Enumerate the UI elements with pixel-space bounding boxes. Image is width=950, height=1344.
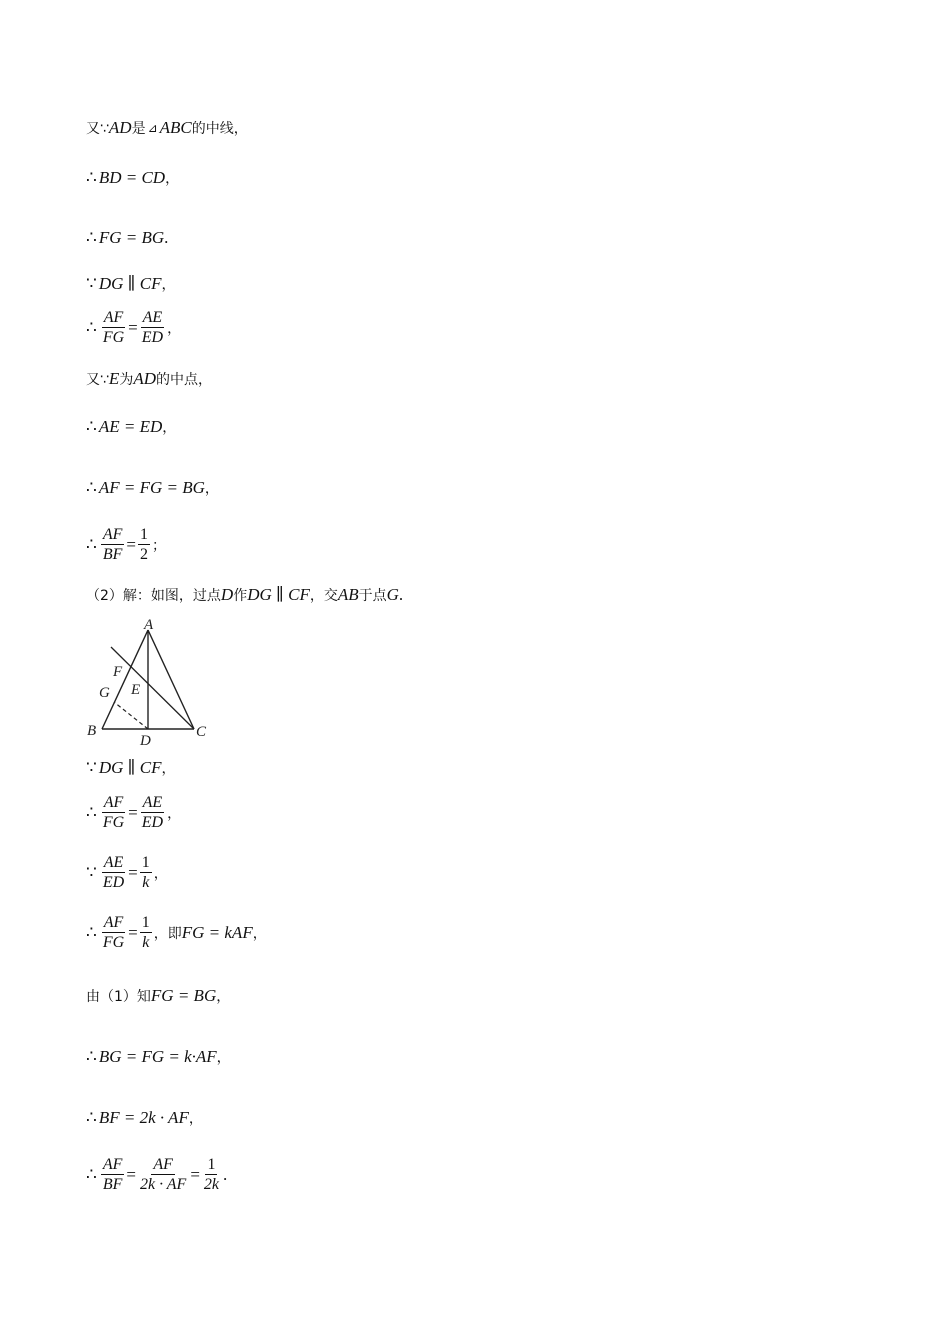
line-6 [86, 369, 212, 389]
text: 又∵ [86, 372, 109, 388]
therefore-symbol: ∴ [86, 802, 97, 822]
math: AD [108, 118, 132, 137]
text: ，即 [153, 925, 182, 942]
line-1 [86, 118, 248, 138]
equals: = [126, 1164, 136, 1184]
therefore-symbol: ∴ [86, 922, 97, 942]
math: BD = CD [98, 168, 166, 187]
line-18 [86, 1155, 227, 1194]
fraction: $\frac{AF}{FG}$ [102, 794, 125, 831]
text: ， [216, 1050, 231, 1066]
equals: = [128, 802, 138, 822]
side-ac [148, 630, 194, 729]
therefore-symbol: ∴ [86, 228, 97, 247]
therefore-symbol: ∴ [86, 478, 97, 497]
side-ab [102, 630, 148, 729]
text: ，交 [309, 588, 338, 604]
line-11 [86, 758, 175, 778]
text: ， [216, 989, 231, 1005]
text: ， [162, 420, 177, 436]
line-4 [86, 274, 175, 294]
label-e: E [131, 682, 141, 698]
text: ， [252, 925, 267, 942]
text: （2）解：如图，过点 [86, 588, 221, 604]
line-10 [86, 585, 403, 605]
text: 作 [233, 588, 248, 604]
equals: = [190, 1164, 200, 1184]
equals: = [126, 534, 136, 554]
fraction: $\frac{1}{2k}$ [203, 1156, 220, 1193]
text: ， [165, 171, 180, 187]
text: 于点 [358, 588, 387, 604]
line-15 [86, 986, 230, 1006]
math: BG = FG = k·AF [98, 1047, 217, 1066]
label-b: B [87, 723, 97, 739]
text: ， [153, 865, 168, 882]
text: . [223, 1164, 228, 1184]
therefore-symbol: ∴ [86, 317, 97, 337]
because-symbol: ∵ [86, 758, 97, 777]
therefore-symbol: ∴ [86, 1047, 97, 1066]
label-g: G [99, 685, 110, 701]
text: . [164, 228, 169, 247]
text: 的中线， [191, 121, 248, 137]
fraction: $\frac{AE}{ED}$ [141, 309, 164, 346]
math: BF = 2k · AF [98, 1108, 189, 1127]
text: ， [188, 1111, 203, 1127]
therefore-symbol: ∴ [86, 534, 97, 554]
fraction: $\frac{AF}{2k \cdot AF}$ [139, 1156, 187, 1193]
because-symbol: ∵ [86, 274, 97, 293]
label-d: D [140, 733, 151, 749]
therefore-symbol: ∴ [86, 1108, 97, 1127]
fraction: $\frac{AF}{FG}$ [102, 914, 125, 951]
line-2 [86, 168, 179, 188]
line-12 [86, 793, 181, 832]
fraction: $\frac{1}{k}$ [141, 854, 150, 891]
text: 为 [119, 372, 134, 388]
text: 的中点， [155, 372, 212, 388]
math: FG = BG [150, 986, 217, 1005]
line-13 [86, 853, 168, 892]
math: AD [133, 369, 156, 388]
fraction: $\frac{AF}{FG}$ [102, 309, 125, 346]
line-8 [86, 478, 219, 498]
math: FG = kAF [181, 922, 253, 942]
math: AB [337, 585, 359, 604]
math: FG = BG [98, 228, 165, 247]
fraction: $\frac{AE}{ED}$ [141, 794, 164, 831]
equals: = [128, 862, 138, 882]
text: ， [161, 761, 176, 777]
triangle-figure [84, 614, 224, 750]
equals: = [128, 317, 138, 337]
therefore-symbol: ∴ [86, 168, 97, 187]
line-14 [86, 913, 267, 952]
label-a: A [144, 617, 154, 633]
text: ， [204, 481, 219, 497]
math: AF = FG = BG [98, 478, 205, 497]
equals: = [128, 922, 138, 942]
fraction: $\frac{AF}{BF}$ [102, 526, 123, 563]
math: G [386, 585, 399, 604]
line-7 [86, 417, 176, 437]
math: AE = ED [98, 417, 163, 436]
text: . [398, 585, 404, 604]
text: 由（1）知 [86, 989, 151, 1005]
math: DG ∥ CF [247, 585, 310, 604]
math: DG ∥ CF [98, 758, 162, 777]
math: D [220, 585, 234, 604]
therefore-symbol: ∴ [86, 417, 97, 436]
label-c: C [196, 724, 207, 740]
fraction: $\frac{AF}{BF}$ [102, 1156, 123, 1193]
therefore-symbol: ∴ [86, 1164, 97, 1184]
fraction: $\frac{AE}{ED}$ [102, 854, 125, 891]
text: ； [151, 537, 166, 554]
fraction: $\frac{1}{2}$ [139, 526, 148, 563]
line-16 [86, 1047, 231, 1067]
label-f: F [113, 664, 123, 680]
math: E [108, 369, 120, 388]
dashed-dg [114, 702, 148, 729]
fraction: $\frac{1}{k}$ [141, 914, 150, 951]
math: ABC [159, 118, 192, 137]
text: 又∵ [86, 121, 109, 137]
line-5 [86, 308, 181, 347]
text: 是 [131, 121, 146, 137]
triangle-symbol: ⊿ [147, 120, 158, 135]
math: DG ∥ CF [98, 274, 162, 293]
line-3 [86, 228, 168, 248]
text: ， [161, 277, 176, 293]
line-cf [111, 647, 194, 729]
text: ， [167, 805, 182, 822]
because-symbol: ∵ [86, 862, 97, 882]
line-17 [86, 1108, 203, 1128]
line-9 [86, 525, 166, 564]
text: ， [167, 320, 182, 337]
